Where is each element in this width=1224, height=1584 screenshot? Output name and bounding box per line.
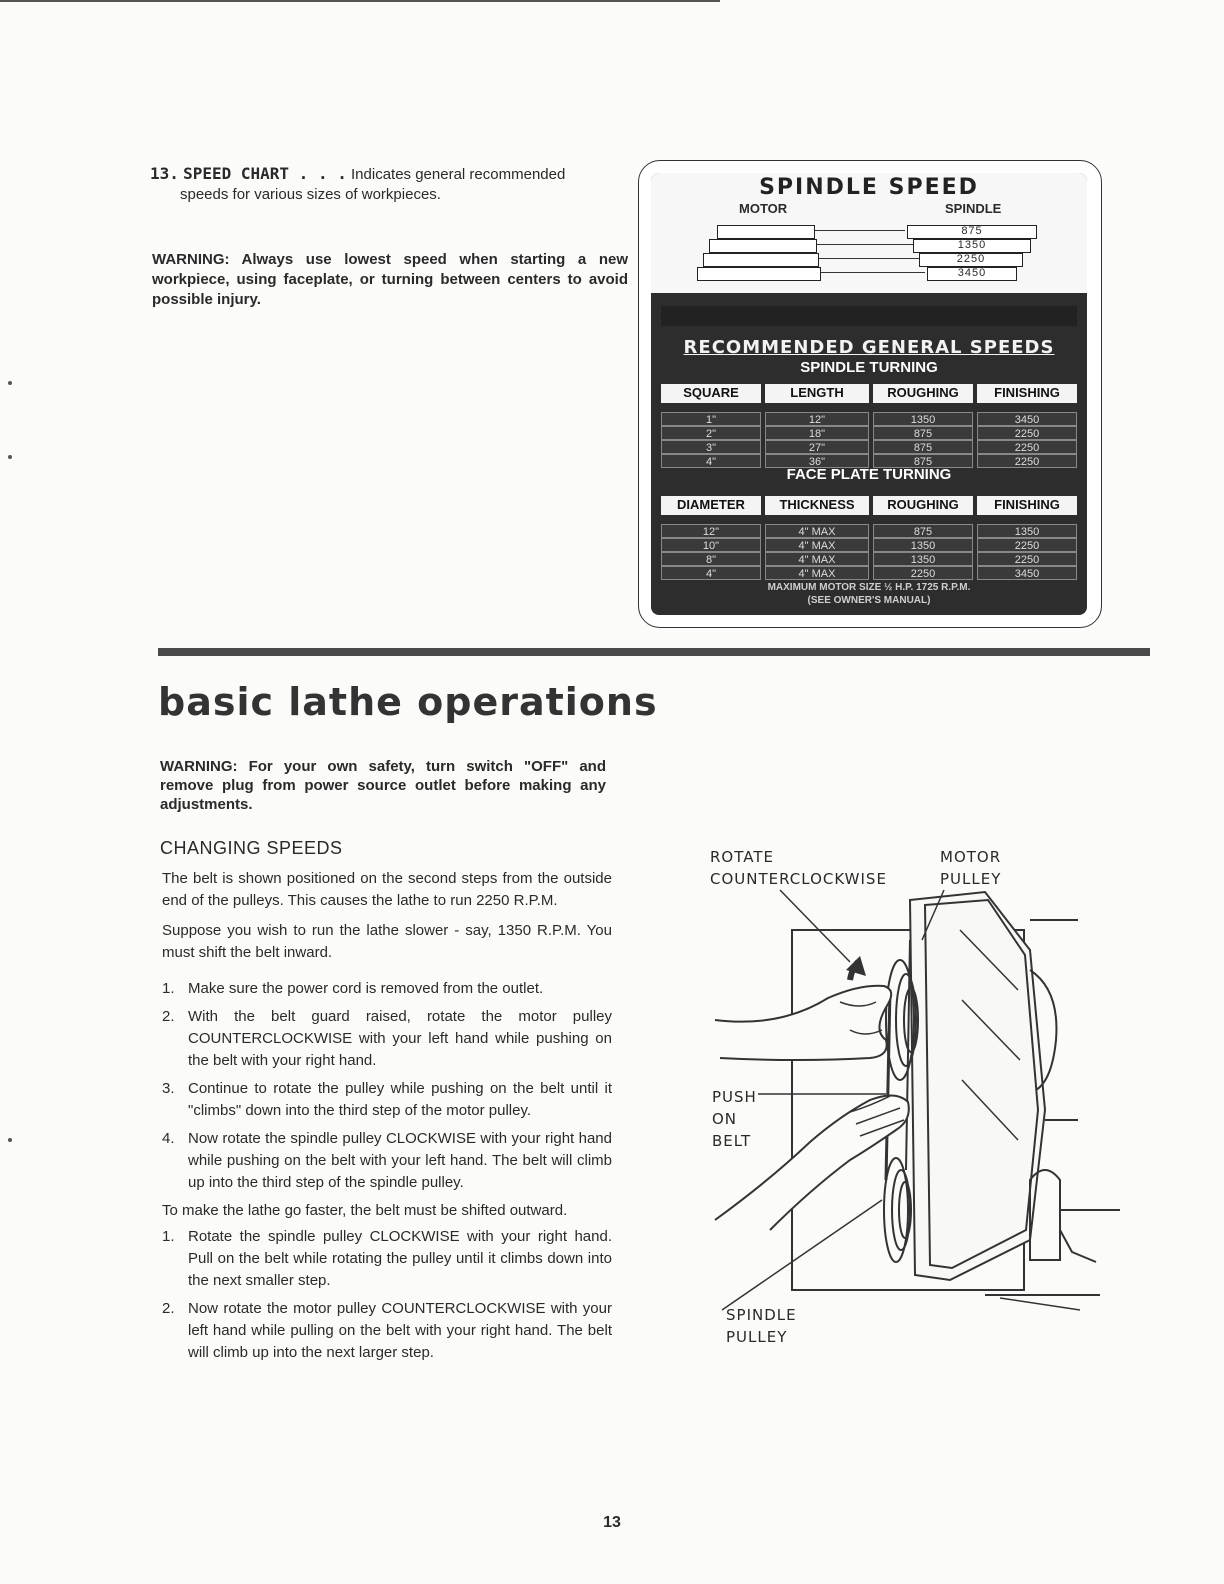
speed-chart-desc-line2: speeds for various sizes of workpieces. — [180, 186, 441, 203]
step-text: With the belt guard raised, rotate the motor pulley COUNTERCLOCKWISE with your left hand while pushing on the belt with your right hand. — [188, 1008, 612, 1069]
list-item: 2. With the belt guard raised, rotate the motor pulley COUNTERCLOCKWISE with your left hand while pushing on the belt with your right hand. — [162, 1008, 612, 1069]
spindle-turning-cell: 18" — [765, 426, 869, 440]
face-plate-header: FINISHING — [977, 496, 1077, 515]
speed-chart-description — [150, 164, 628, 205]
spindle-turning-cell: 2" — [661, 426, 761, 440]
scan-mark — [8, 1138, 12, 1142]
speed-warning: WARNING: Always use lowest speed when starting a new workpiece, using faceplate, or turning between centers to avoid possible injury. — [152, 251, 628, 308]
face-plate-turning-title: FACE PLATE TURNING — [786, 466, 952, 483]
spindle-turning-cell: 27" — [765, 440, 869, 454]
top-edge-line — [0, 0, 720, 2]
face-plate-cell: 4" — [661, 566, 761, 580]
recommended-speeds-title: RECOMMENDED GENERAL SPEEDS — [683, 337, 1055, 358]
spindle-turning-cell: 875 — [873, 440, 973, 454]
face-plate-cell: 4" MAX — [765, 538, 869, 552]
face-plate-cell: 2250 — [977, 538, 1077, 552]
spindle-turning-cell: 2250 — [977, 426, 1077, 440]
motor-label: MOTOR — [739, 201, 788, 216]
spindle-turning-cell: 1350 — [873, 412, 973, 426]
label-motor: MOTOR — [940, 848, 1002, 866]
speed-chart-title: SPEED CHART . . . — [183, 164, 347, 183]
face-plate-cell: 12" — [661, 524, 761, 538]
spindle-speed-3450: 3450 — [927, 267, 1017, 281]
paragraph-belt-position: The belt is shown positioned on the second steps from the outside end of the pulleys. This causes the lathe to run 2250 R.P.M. — [162, 870, 612, 909]
left-hand — [715, 986, 891, 1060]
speed-label-plate — [638, 160, 1102, 628]
face-plate-cell: 1350 — [977, 524, 1077, 538]
page-number: 13 — [603, 1514, 621, 1531]
spindle-turning-header: ROUGHING — [873, 384, 973, 403]
belt-line — [817, 244, 913, 245]
spindle-turning-header: SQUARE — [661, 384, 761, 403]
spindle-turning-title: SPINDLE TURNING — [800, 359, 938, 376]
max-motor-size-note: MAXIMUM MOTOR SIZE ½ H.P. 1725 R.P.M. — [767, 582, 971, 593]
changing-speeds-body — [162, 868, 612, 1370]
face-plate-cell: 4" MAX — [765, 524, 869, 538]
paragraph-slower: Suppose you wish to run the lathe slower - say, 1350 R.P.M. You must shift the belt inward. — [162, 922, 612, 961]
spindle-label: SPINDLE — [945, 201, 1002, 216]
spindle-speed-2250: 2250 — [919, 253, 1023, 267]
section-heading: basic lathe operations — [158, 680, 658, 724]
face-plate-cell: 3450 — [977, 566, 1077, 580]
changing-speeds-heading: CHANGING SPEEDS — [160, 838, 343, 858]
step-text: Make sure the power cord is removed from the outlet. — [188, 980, 544, 997]
motor-pulley-step — [717, 225, 815, 239]
lathe-pulley-illustration — [700, 880, 1120, 1340]
spindle-turning-cell: 3450 — [977, 412, 1077, 426]
label-push: PUSH — [712, 1088, 757, 1106]
spindle-turning-cell: 36" — [765, 454, 869, 468]
face-plate-header: THICKNESS — [765, 496, 869, 515]
label-belt: BELT — [712, 1132, 752, 1150]
face-plate-cell: 875 — [873, 524, 973, 538]
list-item: 4. Now rotate the spindle pulley CLOCKWISE with your right hand while pushing on the belt with your left hand. The belt will climb up into the third step of the spindle pulley. — [162, 1130, 612, 1191]
face-plate-cell: 1350 — [873, 552, 973, 566]
spindle-turning-cell: 2250 — [977, 440, 1077, 454]
face-plate-cell: 1350 — [873, 538, 973, 552]
face-plate-cell: 4" MAX — [765, 566, 869, 580]
face-plate-cell: 8" — [661, 552, 761, 566]
spindle-turning-cell: 12" — [765, 412, 869, 426]
spindle-speed-panel — [651, 173, 1087, 293]
motor-pulley-step — [703, 253, 819, 267]
label-spindle: SPINDLE — [726, 1306, 797, 1324]
list-item: 3. Continue to rotate the pulley while pushing on the belt until it "climbs" down into the third step of the motor pulley. — [162, 1080, 612, 1119]
spindle-turning-cell: 1" — [661, 412, 761, 426]
belt-line — [819, 258, 919, 259]
list-item: 1. Make sure the power cord is removed from the outlet. — [162, 980, 544, 997]
spindle-turning-cell: 3" — [661, 440, 761, 454]
scan-mark — [8, 455, 12, 459]
scan-mark — [8, 381, 12, 385]
motor-pulley-step — [709, 239, 817, 253]
safety-warning: WARNING: For your own safety, turn switch "OFF" and remove plug from power source outlet before making any adjustments. — [160, 758, 606, 813]
face-plate-header: DIAMETER — [661, 496, 761, 515]
label-counterclockwise: COUNTERCLOCKWISE — [710, 870, 887, 888]
label-spindle-pulley: PULLEY — [726, 1328, 788, 1346]
spindle-speed-title: SPINDLE SPEED — [759, 175, 979, 200]
motor-pulley-step — [697, 267, 821, 281]
see-manual-note: (SEE OWNER'S MANUAL) — [807, 595, 931, 606]
face-plate-cell: 4" MAX — [765, 552, 869, 566]
speed-chart-number: 13. — [150, 164, 179, 183]
leader-rotate — [780, 890, 850, 962]
spindle-turning-cell: 4" — [661, 454, 761, 468]
face-plate-cell: 10" — [661, 538, 761, 552]
spindle-turning-cell: 875 — [873, 454, 973, 468]
spindle-speed-875: 875 — [907, 225, 1037, 239]
label-rotate: ROTATE — [710, 848, 774, 866]
label-pulley: PULLEY — [940, 870, 1002, 888]
step-text: Now rotate the motor pulley COUNTERCLOCKWISE with your left hand while pulling on the belt with your right hand. The belt will climb up into the next larger step. — [188, 1300, 612, 1361]
section-rule — [158, 648, 1150, 656]
spindle-turning-header: FINISHING — [977, 384, 1077, 403]
spindle-speed-1350: 1350 — [913, 239, 1031, 253]
belt-line — [815, 230, 905, 231]
list-item: 2. Now rotate the motor pulley COUNTERCLOCKWISE with your left hand while pulling on the belt with your right hand. The belt will climb up into the next larger step. — [162, 1300, 612, 1361]
spindle-turning-cell: 875 — [873, 426, 973, 440]
face-plate-header: ROUGHING — [873, 496, 973, 515]
paragraph-faster: To make the lathe go faster, the belt must be shifted outward. — [162, 1202, 568, 1219]
spindle-turning-cell: 2250 — [977, 454, 1077, 468]
spindle-turning-header: LENGTH — [765, 384, 869, 403]
list-item: 1. Rotate the spindle pulley CLOCKWISE with your right hand. Pull on the belt while rotating the pulley until it climbs down into the next smaller step. — [162, 1228, 612, 1289]
dark-band — [661, 306, 1077, 326]
speed-chart-desc-line1: Indicates general recommended — [351, 166, 566, 183]
belt-line — [821, 272, 925, 273]
plate-inner — [651, 173, 1087, 615]
step-text: Now rotate the spindle pulley CLOCKWISE with your right hand while pushing on the belt with your left hand. The belt will climb up into the third step of the spindle pulley. — [188, 1130, 612, 1191]
label-on: ON — [712, 1110, 738, 1128]
face-plate-cell: 2250 — [873, 566, 973, 580]
face-plate-cell: 2250 — [977, 552, 1077, 566]
step-text: Continue to rotate the pulley while pushing on the belt until it "climbs" down into the third step of the motor pulley. — [188, 1080, 612, 1119]
step-text: Rotate the spindle pulley CLOCKWISE with your right hand. Pull on the belt while rotating the pulley until it climbs down into the next smaller step. — [188, 1228, 612, 1289]
